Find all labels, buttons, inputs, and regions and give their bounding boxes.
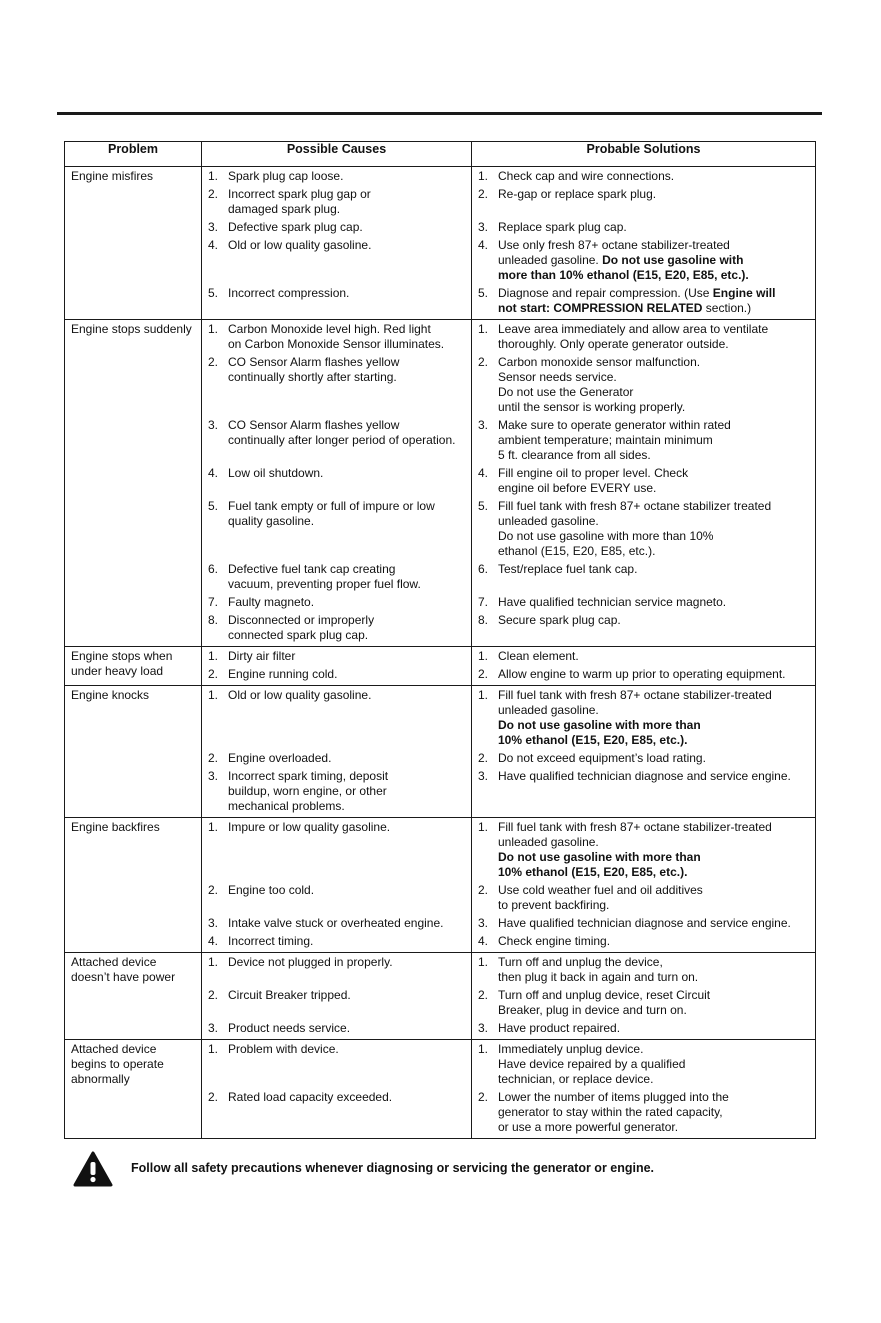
solution-line xyxy=(498,268,811,283)
solution-text: thoroughly. Only operate generator outside. xyxy=(498,337,729,351)
item-number: 3. xyxy=(478,418,489,432)
problem-cell: Attached device begins to operate abnormally xyxy=(65,1040,202,1139)
solution-text: then plug it back in again and turn on. xyxy=(498,970,699,984)
item-number: 2. xyxy=(478,667,489,681)
cause-item xyxy=(208,169,467,184)
item-number: 3. xyxy=(478,769,489,783)
cause-item xyxy=(208,1042,467,1087)
item-number: 3. xyxy=(478,220,489,234)
cause-text: Carbon Monoxide level high. Red light xyxy=(228,322,431,336)
solution-line xyxy=(498,751,811,766)
cause-item xyxy=(208,238,467,283)
solution-line xyxy=(498,916,811,931)
solution-item xyxy=(478,883,811,913)
cause-item xyxy=(208,988,467,1018)
item-number: 4. xyxy=(478,466,489,480)
solution-emphasis: more than 10% ethanol (E15, E20, E85, etc.). xyxy=(498,268,749,282)
cause-item xyxy=(208,595,467,610)
solution-text: Have product repaired. xyxy=(498,1021,621,1035)
solution-item xyxy=(478,322,811,352)
solution-line xyxy=(498,466,811,481)
table-row xyxy=(65,167,816,320)
item-number: 3. xyxy=(208,220,219,234)
cause-item xyxy=(208,613,467,643)
item-number: 8. xyxy=(478,613,489,627)
cause-text: mechanical problems. xyxy=(228,799,345,813)
cause-text: buildup, worn engine, or other xyxy=(228,784,387,798)
cause-item xyxy=(208,1021,467,1036)
cause-item xyxy=(208,418,467,463)
solution-text: Fill fuel tank with fresh 87+ octane stabilizer treated xyxy=(498,499,772,513)
causes-cell xyxy=(202,320,472,647)
solution-line xyxy=(498,355,811,370)
table-row xyxy=(65,686,816,818)
solution-line xyxy=(498,595,811,610)
solution-item xyxy=(478,688,811,748)
header-problem: Problem xyxy=(65,142,202,167)
troubleshooting-table xyxy=(64,141,816,1139)
solution-text: technician, or replace device. xyxy=(498,1072,654,1086)
cause-text: Incorrect timing. xyxy=(228,934,314,948)
solution-line xyxy=(498,1003,811,1018)
warning-triangle-icon xyxy=(73,1151,113,1187)
problem-cell: Engine stops suddenly xyxy=(65,320,202,647)
solution-line xyxy=(498,433,811,448)
item-number: 4. xyxy=(208,934,219,948)
item-number: 2. xyxy=(478,1090,489,1104)
problem-cell: Engine backfires xyxy=(65,818,202,953)
solution-item xyxy=(478,955,811,985)
cause-text: Defective spark plug cap. xyxy=(228,220,363,234)
solution-line xyxy=(498,301,811,316)
cause-item xyxy=(208,649,467,664)
solutions-cell xyxy=(472,320,816,647)
item-number: 1. xyxy=(478,688,489,702)
causes-cell xyxy=(202,1040,472,1139)
solutions-cell xyxy=(472,647,816,686)
solution-item xyxy=(478,595,811,610)
solution-line xyxy=(498,688,811,703)
solution-text: Use only fresh 87+ octane stabilizer-treated xyxy=(498,238,730,252)
solutions-cell xyxy=(472,953,816,1040)
cause-item xyxy=(208,562,467,592)
solution-item xyxy=(478,562,811,592)
header-possible-causes: Possible Causes xyxy=(202,142,472,167)
solution-line xyxy=(498,613,811,628)
solution-item xyxy=(478,238,811,283)
solution-line xyxy=(498,1120,811,1135)
solution-line xyxy=(498,499,811,514)
causes-cell xyxy=(202,647,472,686)
solution-text: generator to stay within the rated capacity, xyxy=(498,1105,723,1119)
item-number: 2. xyxy=(478,187,489,201)
solution-line xyxy=(498,322,811,337)
solution-line xyxy=(498,1072,811,1087)
cause-item xyxy=(208,820,467,880)
solution-emphasis: not start: COMPRESSION RELATED xyxy=(498,301,703,315)
solution-line xyxy=(498,418,811,433)
solution-line xyxy=(498,400,811,415)
cause-text: Incorrect spark plug gap or xyxy=(228,187,371,201)
solution-text: Carbon monoxide sensor malfunction. xyxy=(498,355,701,369)
solution-item xyxy=(478,187,811,217)
solution-text: unleaded gasoline. xyxy=(498,835,599,849)
solution-line xyxy=(498,253,811,268)
cause-text: Problem with device. xyxy=(228,1042,339,1056)
item-number: 2. xyxy=(208,667,219,681)
solution-text: to prevent backfiring. xyxy=(498,898,610,912)
cause-text: Old or low quality gasoline. xyxy=(228,688,372,702)
solutions-cell xyxy=(472,167,816,320)
cause-text: Circuit Breaker tripped. xyxy=(228,988,351,1002)
solution-text: Replace spark plug cap. xyxy=(498,220,627,234)
solutions-cell xyxy=(472,1040,816,1139)
solution-line xyxy=(498,865,811,880)
solution-text: ethanol (E15, E20, E85, etc.). xyxy=(498,544,656,558)
cause-text: Incorrect compression. xyxy=(228,286,350,300)
solution-item xyxy=(478,769,811,814)
solution-line xyxy=(498,514,811,529)
solution-text: unleaded gasoline. xyxy=(498,703,599,717)
solution-item xyxy=(478,220,811,235)
solution-line xyxy=(498,544,811,559)
item-number: 1. xyxy=(208,169,219,183)
cause-text: CO Sensor Alarm flashes yellow xyxy=(228,355,400,369)
solution-emphasis: 10% ethanol (E15, E20, E85, etc.). xyxy=(498,865,688,879)
solution-emphasis: 10% ethanol (E15, E20, E85, etc.). xyxy=(498,733,688,747)
item-number: 2. xyxy=(478,355,489,369)
cause-text: CO Sensor Alarm flashes yellow xyxy=(228,418,400,432)
solution-line xyxy=(498,649,811,664)
solution-item xyxy=(478,1090,811,1135)
solution-text: Have qualified technician diagnose and service engine. xyxy=(498,916,791,930)
cause-text: Disconnected or improperly xyxy=(228,613,375,627)
item-number: 3. xyxy=(478,916,489,930)
item-number: 3. xyxy=(208,916,219,930)
item-number: 4. xyxy=(208,238,219,252)
solution-item xyxy=(478,418,811,463)
solution-text: Fill engine oil to proper level. Check xyxy=(498,466,689,480)
safety-footer xyxy=(73,1151,833,1191)
causes-cell xyxy=(202,167,472,320)
solution-line xyxy=(498,988,811,1003)
solution-text: or use a more powerful generator. xyxy=(498,1120,679,1134)
solution-line xyxy=(498,970,811,985)
solution-text: Re-gap or replace spark plug. xyxy=(498,187,657,201)
table-row xyxy=(65,320,816,647)
causes-cell xyxy=(202,818,472,953)
solution-text: Check engine timing. xyxy=(498,934,611,948)
top-rule xyxy=(57,112,822,115)
cause-item xyxy=(208,220,467,235)
solution-item xyxy=(478,934,811,949)
cause-item xyxy=(208,1090,467,1135)
solution-item xyxy=(478,1042,811,1087)
solution-line xyxy=(498,238,811,253)
solution-line xyxy=(498,898,811,913)
solution-text: Fill fuel tank with fresh 87+ octane stabilizer-treated xyxy=(498,688,772,702)
solution-line xyxy=(498,850,811,865)
solution-item xyxy=(478,613,811,643)
cause-text: continually shortly after starting. xyxy=(228,370,397,384)
solutions-cell xyxy=(472,686,816,818)
item-number: 3. xyxy=(478,1021,489,1035)
solution-text: Diagnose and repair compression. (Use xyxy=(498,286,713,300)
causes-cell xyxy=(202,953,472,1040)
solution-item xyxy=(478,820,811,880)
cause-text: quality gasoline. xyxy=(228,514,315,528)
item-number: 4. xyxy=(208,466,219,480)
cause-text: Dirty air filter xyxy=(228,649,296,663)
solution-line xyxy=(498,703,811,718)
cause-item xyxy=(208,286,467,316)
solution-emphasis: Do not use gasoline with xyxy=(602,253,744,267)
cause-text: Old or low quality gasoline. xyxy=(228,238,372,252)
solution-line xyxy=(498,529,811,544)
solution-line xyxy=(498,1105,811,1120)
solution-line xyxy=(498,169,811,184)
solution-text: Secure spark plug cap. xyxy=(498,613,621,627)
solution-text: Do not use gasoline with more than 10% xyxy=(498,529,714,543)
solution-line xyxy=(498,337,811,352)
cause-text: continually after longer period of operation. xyxy=(228,433,456,447)
cause-item xyxy=(208,916,467,931)
solution-line xyxy=(498,562,811,577)
cause-text: Incorrect spark timing, deposit xyxy=(228,769,389,783)
problem-cell: Engine misfires xyxy=(65,167,202,320)
solution-text: until the sensor is working properly. xyxy=(498,400,686,414)
safety-note: Follow all safety precautions whenever diagnosing or servicing the generator or engine. xyxy=(131,1161,655,1175)
cause-text: Faulty magneto. xyxy=(228,595,315,609)
item-number: 8. xyxy=(208,613,219,627)
solution-line xyxy=(498,835,811,850)
solution-item xyxy=(478,169,811,184)
solution-item xyxy=(478,649,811,664)
item-number: 1. xyxy=(478,955,489,969)
item-number: 1. xyxy=(208,955,219,969)
cause-item xyxy=(208,883,467,913)
solution-text: 5 ft. clearance from all sides. xyxy=(498,448,651,462)
item-number: 7. xyxy=(478,595,489,609)
solution-text: Have qualified technician service magneto. xyxy=(498,595,727,609)
cause-item xyxy=(208,355,467,415)
problem-cell: Attached device doesn’t have power xyxy=(65,953,202,1040)
solution-line xyxy=(498,448,811,463)
solution-item xyxy=(478,1021,811,1036)
cause-item xyxy=(208,187,467,217)
solution-line xyxy=(498,187,811,202)
solution-text: section.) xyxy=(702,301,752,315)
solution-text: Use cold weather fuel and oil additives xyxy=(498,883,703,897)
solution-emphasis: Engine will xyxy=(712,286,776,300)
solution-text: unleaded gasoline. xyxy=(498,514,599,528)
solution-line xyxy=(498,667,811,682)
table-row xyxy=(65,818,816,953)
solution-text: Test/replace fuel tank cap. xyxy=(498,562,638,576)
solution-line xyxy=(498,220,811,235)
solution-line xyxy=(498,370,811,385)
item-number: 1. xyxy=(478,169,489,183)
solution-text: Lower the number of items plugged into the xyxy=(498,1090,729,1104)
solution-emphasis: Do not use gasoline with more than xyxy=(498,718,701,732)
solution-line xyxy=(498,1090,811,1105)
item-number: 2. xyxy=(208,751,219,765)
solution-text: Breaker, plug in device and turn on. xyxy=(498,1003,687,1017)
cause-text: Low oil shutdown. xyxy=(228,466,324,480)
solution-text: Turn off and unplug device, reset Circuit xyxy=(498,988,711,1002)
item-number: 2. xyxy=(208,1090,219,1104)
item-number: 2. xyxy=(478,988,489,1002)
solution-text: unleaded gasoline. xyxy=(498,253,603,267)
solution-text: Turn off and unplug the device, xyxy=(498,955,663,969)
item-number: 1. xyxy=(208,322,219,336)
solution-item xyxy=(478,751,811,766)
cause-text: vacuum, preventing proper fuel flow. xyxy=(228,577,421,591)
solution-line xyxy=(498,769,811,784)
cause-text: Product needs service. xyxy=(228,1021,351,1035)
item-number: 2. xyxy=(478,883,489,897)
solution-text: Allow engine to warm up prior to operating equipment. xyxy=(498,667,786,681)
solution-text: Check cap and wire connections. xyxy=(498,169,675,183)
solution-text: engine oil before EVERY use. xyxy=(498,481,657,495)
solution-text: Clean element. xyxy=(498,649,579,663)
cause-text: on Carbon Monoxide Sensor illuminates. xyxy=(228,337,445,351)
item-number: 1. xyxy=(208,688,219,702)
solution-line xyxy=(498,733,811,748)
solution-line xyxy=(498,1057,811,1072)
cause-item xyxy=(208,688,467,748)
problem-cell: Engine stops when under heavy load xyxy=(65,647,202,686)
solution-item xyxy=(478,466,811,496)
solution-text: Have device repaired by a qualified xyxy=(498,1057,686,1071)
solution-emphasis: Do not use gasoline with more than xyxy=(498,850,701,864)
solution-item xyxy=(478,667,811,682)
item-number: 2. xyxy=(208,187,219,201)
solution-line xyxy=(498,286,811,301)
cause-item xyxy=(208,934,467,949)
table-row xyxy=(65,647,816,686)
cause-text: Engine running cold. xyxy=(228,667,338,681)
item-number: 6. xyxy=(478,562,489,576)
cause-text: connected spark plug cap. xyxy=(228,628,369,642)
solution-text: Do not use the Generator xyxy=(498,385,634,399)
cause-text: Defective fuel tank cap creating xyxy=(228,562,396,576)
solution-text: ambient temperature; maintain minimum xyxy=(498,433,713,447)
table-row xyxy=(65,953,816,1040)
solution-line xyxy=(498,481,811,496)
cause-item xyxy=(208,322,467,352)
solution-item xyxy=(478,355,811,415)
solution-text: Make sure to operate generator within rated xyxy=(498,418,731,432)
item-number: 7. xyxy=(208,595,219,609)
cause-text: Fuel tank empty or full of impure or low xyxy=(228,499,435,513)
item-number: 3. xyxy=(208,769,219,783)
header-probable-solutions: Probable Solutions xyxy=(472,142,816,167)
solution-line xyxy=(498,718,811,733)
solution-item xyxy=(478,916,811,931)
cause-item xyxy=(208,769,467,814)
item-number: 2. xyxy=(208,988,219,1002)
cause-text: Rated load capacity exceeded. xyxy=(228,1090,393,1104)
cause-text: Engine overloaded. xyxy=(228,751,332,765)
solution-line xyxy=(498,820,811,835)
item-number: 1. xyxy=(478,649,489,663)
cause-text: Intake valve stuck or overheated engine. xyxy=(228,916,444,930)
solution-line xyxy=(498,385,811,400)
table-header-row xyxy=(65,142,816,167)
solution-item xyxy=(478,499,811,559)
solution-text: Leave area immediately and allow area to ventilate xyxy=(498,322,769,336)
solution-item xyxy=(478,286,811,316)
cause-item xyxy=(208,667,467,682)
cause-text: Device not plugged in properly. xyxy=(228,955,393,969)
item-number: 2. xyxy=(478,751,489,765)
solution-line xyxy=(498,955,811,970)
item-number: 3. xyxy=(208,418,219,432)
solution-line xyxy=(498,1021,811,1036)
cause-item xyxy=(208,466,467,496)
item-number: 1. xyxy=(478,1042,489,1056)
solution-item xyxy=(478,988,811,1018)
solution-text: Do not exceed equipment’s load rating. xyxy=(498,751,706,765)
solutions-cell xyxy=(472,818,816,953)
item-number: 4. xyxy=(478,238,489,252)
item-number: 5. xyxy=(208,499,219,513)
item-number: 1. xyxy=(478,820,489,834)
solution-line xyxy=(498,1042,811,1057)
cause-item xyxy=(208,955,467,985)
cause-text: Impure or low quality gasoline. xyxy=(228,820,391,834)
causes-cell xyxy=(202,686,472,818)
solution-text: Sensor needs service. xyxy=(498,370,617,384)
item-number: 1. xyxy=(208,820,219,834)
cause-text: Spark plug cap loose. xyxy=(228,169,344,183)
item-number: 1. xyxy=(478,322,489,336)
item-number: 4. xyxy=(478,934,489,948)
item-number: 2. xyxy=(208,355,219,369)
cause-item xyxy=(208,499,467,559)
item-number: 1. xyxy=(208,649,219,663)
cause-item xyxy=(208,751,467,766)
solution-text: Have qualified technician diagnose and service engine. xyxy=(498,769,791,783)
item-number: 6. xyxy=(208,562,219,576)
item-number: 5. xyxy=(208,286,219,300)
solution-line xyxy=(498,883,811,898)
item-number: 2. xyxy=(208,883,219,897)
item-number: 5. xyxy=(478,286,489,300)
cause-text: Engine too cold. xyxy=(228,883,315,897)
item-number: 3. xyxy=(208,1021,219,1035)
table-row xyxy=(65,1040,816,1139)
solution-line xyxy=(498,934,811,949)
cause-text: damaged spark plug. xyxy=(228,202,341,216)
item-number: 5. xyxy=(478,499,489,513)
solution-text: Immediately unplug device. xyxy=(498,1042,644,1056)
problem-cell: Engine knocks xyxy=(65,686,202,818)
item-number: 1. xyxy=(208,1042,219,1056)
solution-text: Fill fuel tank with fresh 87+ octane stabilizer-treated xyxy=(498,820,772,834)
